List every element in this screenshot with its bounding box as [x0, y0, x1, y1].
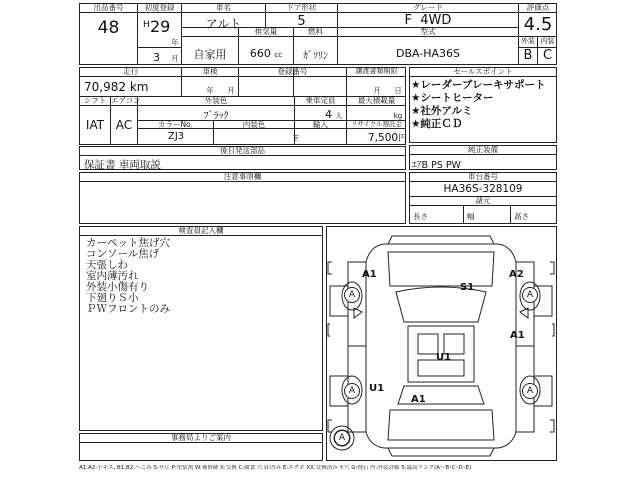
sales-point-line: ★シートヒーター [411, 92, 494, 104]
shaken-month-unit: 月 [227, 86, 235, 95]
displacement-unit: cc [274, 51, 283, 59]
grade-label: グレード [413, 3, 443, 12]
door-label: ドア形状 [286, 3, 317, 12]
interior-grade-label: 内装 [540, 37, 555, 45]
dimensions-label: 諸元 [475, 196, 491, 205]
inspector-note: カーペット焦げ穴 [86, 237, 170, 249]
recycle-deposit-value: 7,500 [368, 132, 399, 144]
chassis-number-label: 車台番号 [468, 172, 498, 181]
later-parts-label: 後日発送部品 [220, 146, 265, 155]
tire-mark-front-left: A [344, 287, 360, 303]
color-number: ZJ3 [168, 131, 185, 142]
air-conditioner: AC [115, 118, 133, 132]
inspector-note: 室内薄汚れ [86, 270, 139, 282]
capacity-value: 4 [325, 108, 332, 121]
damage-mark-u1-center: U1 [436, 352, 452, 363]
equipment-value: ｴｱB PS PW [412, 160, 461, 171]
registration-number-label: 登録番号 [277, 67, 308, 76]
damage-mark-u1-left: U1 [369, 383, 385, 394]
chassis-number: HA36S-328109 [443, 183, 523, 195]
exterior-grade-label: 外装 [521, 37, 535, 45]
displacement [239, 47, 293, 60]
tire-mark-rear-left: A [344, 383, 360, 399]
fuel: ｶﾞｿﾘﾝ [303, 51, 328, 62]
recycle-deposit-unit: 円 [398, 134, 408, 144]
score: 4.5 [523, 14, 553, 35]
displacement-label: 排気量 [254, 27, 278, 36]
displacement-value: 660 [249, 47, 271, 60]
registration-month-unit: 月 [171, 54, 179, 63]
damage-mark-a1-right: A1 [510, 330, 525, 341]
tire-mark-spare: A [334, 430, 350, 446]
height-label: 高さ [514, 212, 529, 221]
length-label: 長さ [413, 212, 428, 221]
inspector-note: 天張しわ [86, 259, 128, 271]
registration-year-unit: 年 [171, 38, 179, 47]
recycle-deposit-label: リサイクル預託金 [350, 120, 403, 128]
color-number-label: カラーNo. [158, 120, 193, 129]
shift: IAT [85, 118, 105, 132]
damage-mark-a1-left: A1 [362, 269, 377, 280]
capacity-unit: 人 [335, 112, 343, 120]
mileage-value: 70,982 [84, 80, 126, 94]
registration-year: 29 [150, 17, 171, 36]
mileage-label: 走行 [123, 67, 138, 76]
exterior-color: ﾌﾞﾗｯｸ [203, 111, 229, 122]
damage-mark-a1-bottom: A1 [411, 394, 426, 405]
document-deadline-label: 譲渡書類期限 [355, 67, 398, 75]
inspector-note: 下廻りＳ小 [86, 292, 139, 304]
first-registration-label: 初度登録 [144, 3, 175, 12]
tire-mark-rear-right: A [522, 383, 538, 399]
model-code: DBA-HA36S [395, 47, 461, 60]
lot-label: 出品番号 [93, 3, 124, 12]
import-label: 輸入 [313, 120, 328, 129]
import-mark: 〒 [292, 134, 300, 143]
notes-label: 注意事項欄 [223, 172, 262, 181]
exterior-color-label: 外装色 [204, 96, 228, 105]
sales-point-line: ★社外アルミ [411, 105, 473, 117]
shift-label: シフト [83, 96, 107, 105]
car-name-label: 車名 [216, 3, 231, 12]
sales-point-line: ★レーダーブレーキサポート [411, 79, 546, 91]
specs-table [79, 67, 406, 145]
tire-mark-front-right: A [522, 287, 538, 303]
fuel-label: 燃料 [308, 27, 323, 36]
sales-point-label: セールスポイント [453, 67, 513, 76]
recycle-deposit [368, 131, 407, 144]
deadline-month-unit: 月 [373, 86, 381, 95]
interior-color-label: 内装色 [242, 120, 266, 129]
footer-legend: A1,A2:小キズ, B1,B2:へこみ S:サビ P:塗装割 W:補修跡 X:交換 C:腐食 穴 U:凹み E:エクボ XX:交換済み Y:穴 G:飛石 内:外装評価 5:最高ランク(A～B･C･D･E) [79, 465, 472, 471]
interior-grade: C [542, 48, 553, 63]
exterior-grade: B [523, 48, 533, 63]
mileage [84, 80, 148, 94]
score-label: 評価点 [526, 3, 550, 12]
damage-mark-s1: S1 [460, 282, 475, 293]
width-label: 幅 [467, 212, 475, 221]
later-parts-value: 保証書 車両取説 [84, 159, 161, 171]
registration-era: H [143, 20, 150, 30]
inspector-note: ＰＷフロントのみ [86, 303, 170, 315]
inspector-label: 検査員記入欄 [178, 226, 224, 235]
max-load-unit: kg [393, 112, 403, 120]
damage-mark-a2-right: A2 [509, 269, 524, 280]
shaken-label: 車検 [202, 67, 218, 76]
inspector-note: コンソール焦げ [86, 248, 160, 260]
capacity-label: 乗車定員 [305, 96, 336, 105]
usage: 自家用 [193, 48, 227, 61]
lot-number: 48 [97, 18, 120, 38]
deadline-day-unit: 日 [394, 86, 402, 95]
model-label: 型式 [420, 27, 436, 36]
max-load-label: 最大積載量 [357, 96, 396, 105]
inspector-note: 外装小傷有り [86, 281, 149, 293]
shaken-year-unit: 年 [206, 86, 214, 95]
office-notice-label: 事務局よりご案内 [171, 433, 231, 442]
car-name: アルト [205, 17, 242, 31]
ac-label: エアコン [111, 96, 141, 105]
mileage-unit: km [129, 80, 149, 94]
door-count: 5 [297, 14, 306, 29]
car-outline-diagram [326, 226, 557, 461]
equipment-label: 純正装備 [468, 145, 498, 154]
grade: F 4WD [404, 13, 452, 28]
sales-point-line: ★純正ＣＤ [411, 118, 463, 130]
registration-month: 3 [153, 51, 160, 64]
